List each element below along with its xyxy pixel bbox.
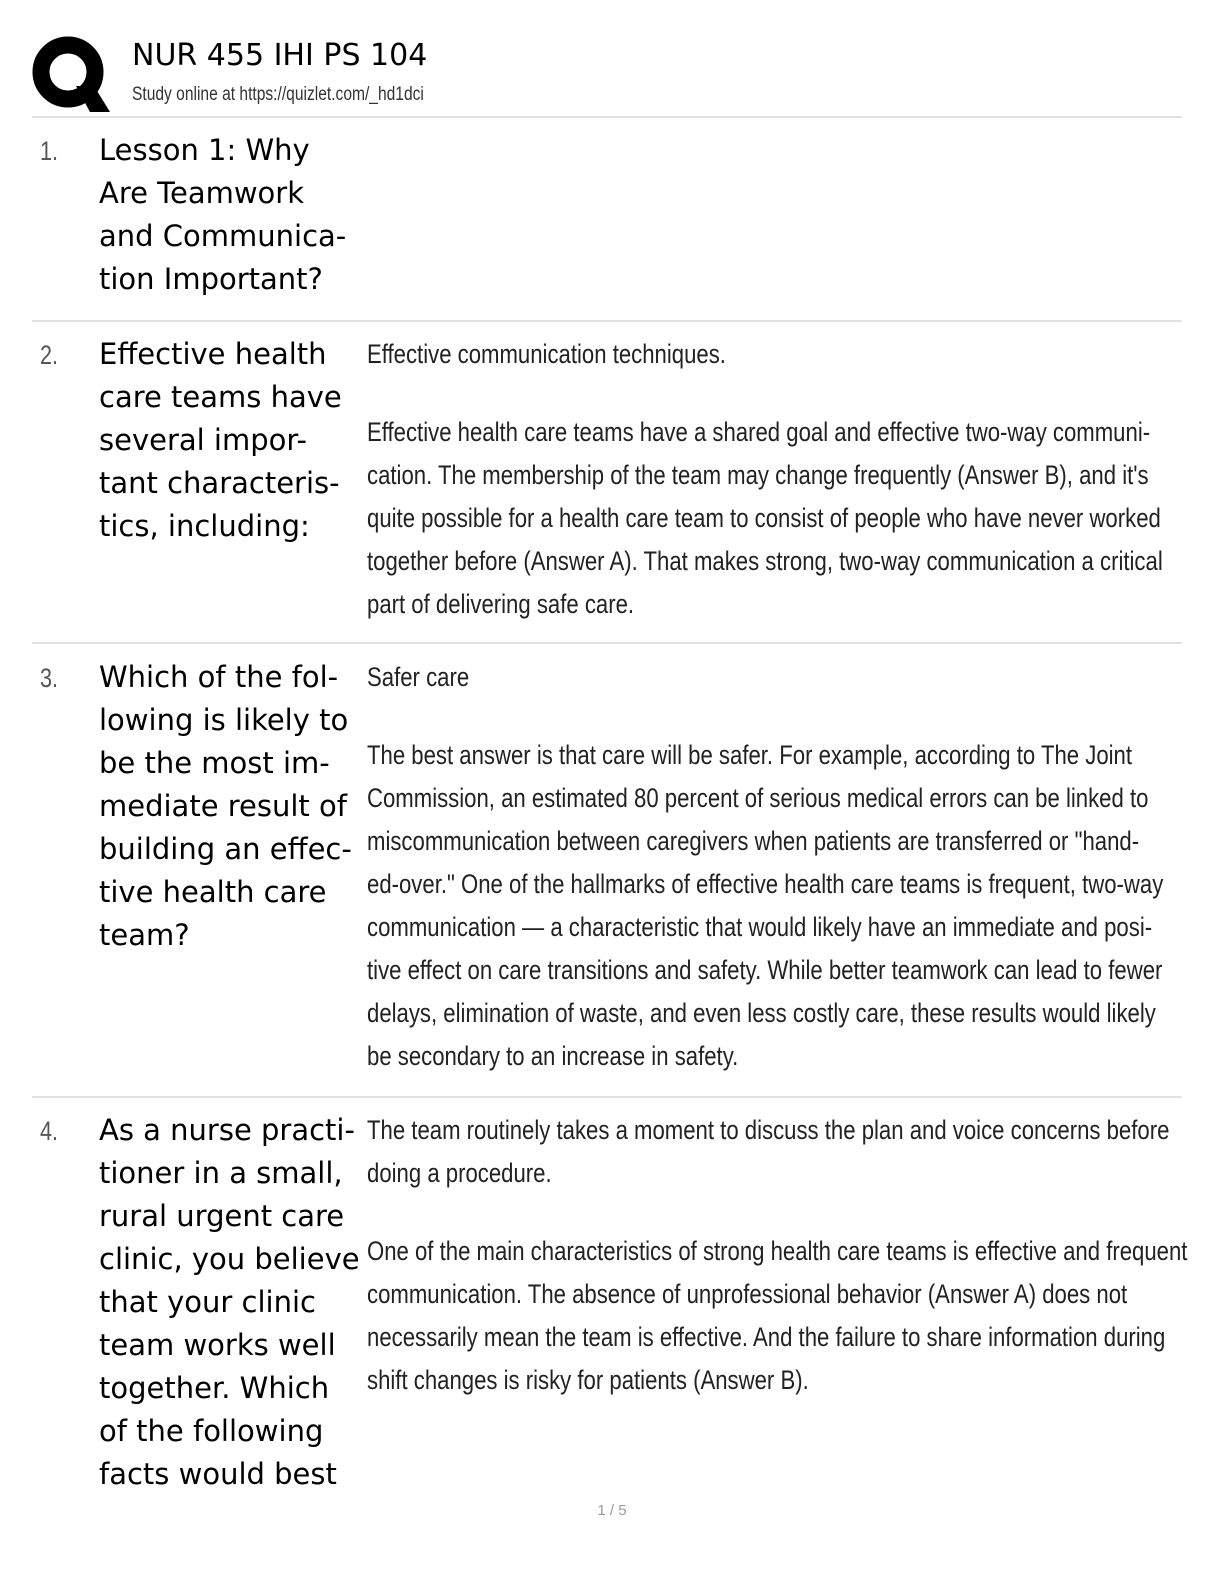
question-line: that your clinic: [99, 1285, 316, 1319]
answer-line: One of the main characteristics of strong health care teams is effective and frequent: [367, 1236, 1188, 1266]
card-answer: [367, 1109, 1188, 1402]
card-number: 1.: [40, 136, 59, 166]
question-line: tant characteris-: [99, 466, 340, 500]
question-line: Are Teamwork: [99, 176, 305, 210]
answer-line: Safer care: [367, 662, 470, 692]
question-line: Which of the fol-: [99, 660, 339, 694]
answer-line: communication. The absence of unprofessional behavior (Answer A) does not: [367, 1279, 1128, 1309]
set-title: NUR 455 IHI PS 104: [132, 38, 428, 73]
card-answer: [367, 333, 1162, 626]
answer-line: The best answer is that care will be safer. For example, according to The Joint: [367, 740, 1133, 770]
divider: [32, 116, 1182, 118]
question-line: tioner in a small,: [99, 1156, 343, 1190]
answer-line: delays, elimination of waste, and even less costly care, these results would likely: [367, 998, 1156, 1028]
question-line: team?: [99, 918, 190, 952]
question-line: facts would best: [99, 1457, 337, 1491]
question-line: mediate result of: [99, 789, 347, 823]
card-question: [99, 656, 364, 957]
card-question: [99, 333, 364, 548]
answer-line: communication — a characteristic that would likely have an immediate and posi-: [367, 912, 1153, 942]
answer-line: cation. The membership of the team may change frequently (Answer B), and it's: [367, 460, 1149, 490]
question-line: be the most im-: [99, 746, 330, 780]
card-answer: [367, 656, 1162, 1078]
question-line: rural urgent care: [99, 1199, 345, 1233]
question-line: team works well: [99, 1328, 336, 1362]
question-line: Effective health: [99, 337, 327, 371]
question-line: together. Which: [99, 1371, 330, 1405]
card-question: [99, 1109, 364, 1496]
card-number: 2.: [40, 340, 59, 370]
answer-line: ed-over." One of the hallmarks of effective health care teams is frequent, two-way: [367, 869, 1164, 899]
divider: [32, 320, 1182, 322]
answer-line: Commission, an estimated 80 percent of serious medical errors can be linked to: [367, 783, 1149, 813]
question-line: tics, including:: [99, 509, 310, 543]
answer-line: shift changes is risky for patients (Answer B).: [367, 1365, 809, 1395]
question-line: tion Important?: [99, 262, 323, 296]
answer-line: necessarily mean the team is effective. And the failure to share information during: [367, 1322, 1166, 1352]
question-line: As a nurse practi-: [99, 1113, 355, 1147]
card-number: 3.: [40, 663, 59, 693]
question-line: Lesson 1: Why: [99, 133, 310, 167]
question-line: care teams have: [99, 380, 342, 414]
divider: [32, 642, 1182, 644]
page-header: [32, 30, 1182, 118]
answer-line: quite possible for a health care team to consist of people who have never worked: [367, 503, 1161, 533]
answer-line: miscommunication between caregivers when patients are transferred or "hand-: [367, 826, 1140, 856]
question-line: several impor-: [99, 423, 307, 457]
card-number: 4.: [40, 1116, 59, 1146]
question-line: tive health care: [99, 875, 327, 909]
answer-line: tive effect on care transitions and safety. While better teamwork can lead to fewer: [367, 955, 1163, 985]
question-line: lowing is likely to: [99, 703, 349, 737]
page-number: 1 / 5: [597, 1502, 627, 1519]
question-line: and Communica-: [99, 219, 347, 253]
answer-line: Effective health care teams have a shared goal and effective two-way communi-: [367, 417, 1151, 447]
answer-line: doing a procedure.: [367, 1158, 552, 1188]
study-online-link[interactable]: Study online at https://quizlet.com/_hd1dci: [132, 84, 424, 105]
answer-line: together before (Answer A). That makes strong, two-way communication a critical: [367, 546, 1163, 576]
quizlet-q-logo-icon: [32, 34, 112, 114]
question-line: clinic, you believe: [99, 1242, 360, 1276]
question-line: building an effec-: [99, 832, 352, 866]
answer-line: part of delivering safe care.: [367, 589, 635, 619]
answer-line: The team routinely takes a moment to discuss the plan and voice concerns before: [367, 1115, 1170, 1145]
divider: [32, 1096, 1182, 1098]
answer-line: be secondary to an increase in safety.: [367, 1041, 739, 1071]
answer-line: Effective communication techniques.: [367, 339, 726, 369]
question-line: of the following: [99, 1414, 324, 1448]
card-question: [99, 129, 364, 301]
